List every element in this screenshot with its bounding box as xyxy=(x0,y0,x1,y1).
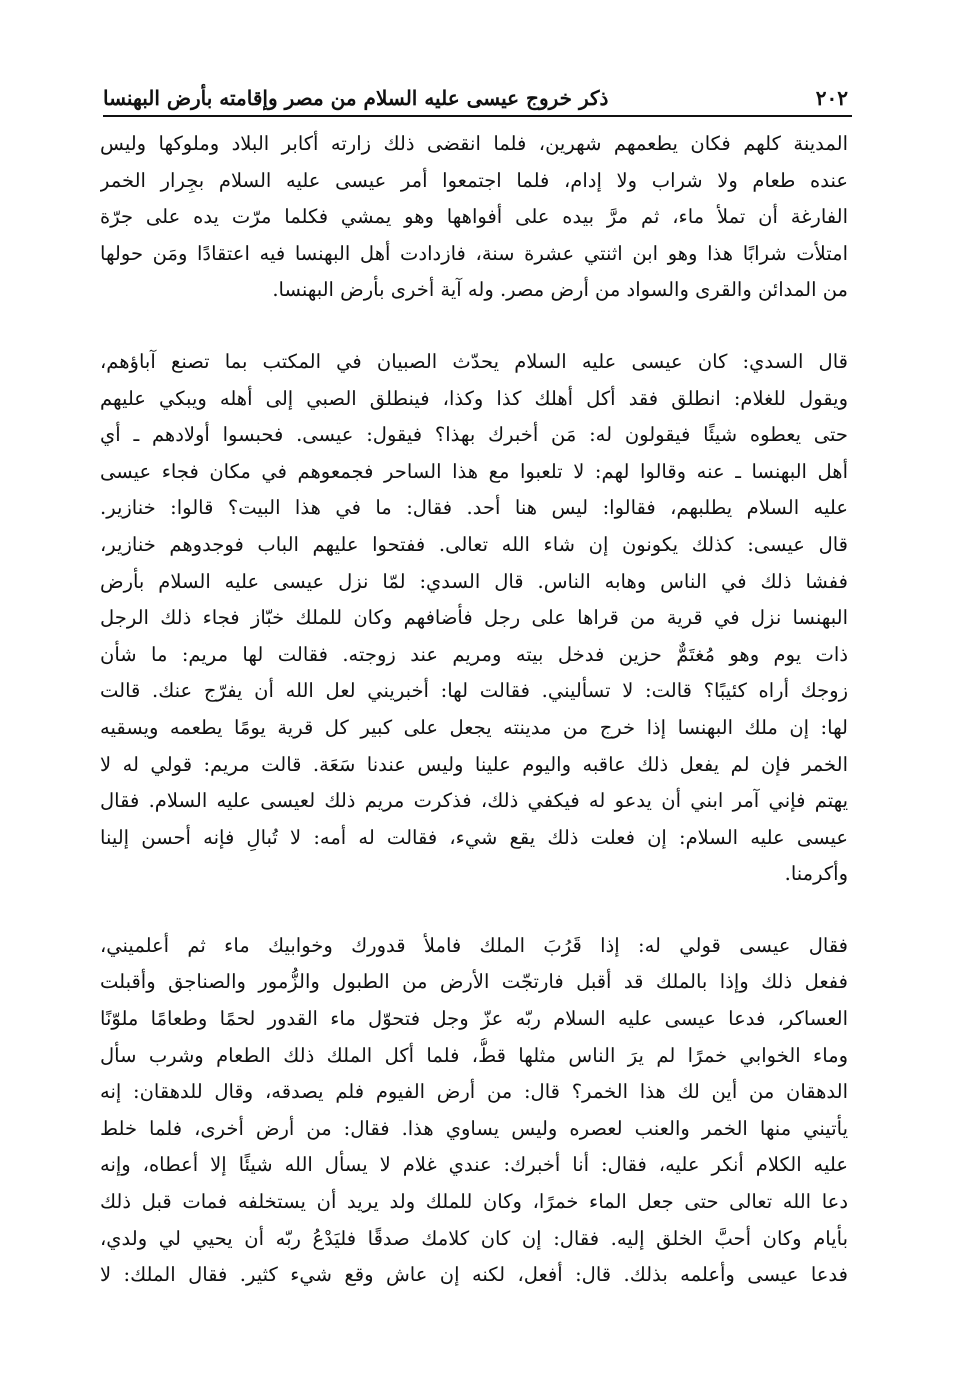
header-rule xyxy=(103,115,852,117)
text-line: أهل البهنسا ـ عنه وقالوا لهم: لا تلعبوا مع هذا الساحر فجمعوهم في مكان فجاء عيسى xyxy=(100,459,848,483)
text-line: يهتم فإني آمر ابني أن يدعو له فيكفي ذلك، فذكرت مريم ذلك لعيسى عليه السلام. فقال xyxy=(100,789,848,813)
text-line: عنده طعام ولا شراب ولا إدام، فلما اجتمعوا أمر عيسى عليه السلام بجِرار الخمر xyxy=(100,168,848,192)
text-line: عيسى عليه السلام: إن فعلت ذلك يقع شيء، فقالت له أمه: لا تُبالِ فإنه أحسن إلينا xyxy=(100,825,848,849)
body-text xyxy=(100,126,848,1294)
paragraph-3 xyxy=(100,928,848,1294)
text-line: زوجك أراه كئيبًا؟ قالت: لا تسأليني. فقالت لها: أخبريني لعل الله أن يفرّج عنك. قالت xyxy=(100,679,848,703)
text-line: قال السدي: كان عيسى عليه السلام يحدّث الصبيان في المكتب بما تصنع آباؤهم، xyxy=(100,349,848,373)
text-line: ففشا ذلك في الناس وهابه الناس. قال السدي: لمّا نزل عيسى عليه السلام بأرض xyxy=(100,569,848,593)
running-header xyxy=(103,78,848,112)
text-line: عليه السلام يطلبهم، فقالوا: ليس هنا أحد. فقال: ما في هذا البيت؟ قالوا: خنازير. xyxy=(100,496,848,520)
text-line: قال عيسى: كذلك يكونون إن شاء الله تعالى. ففتحوا عليهم الباب فوجدوهم خنازير، xyxy=(100,532,848,556)
text-line: ذات يوم وهو مُغتَمٌّ حزين فدخل بيته ومريم عند زوجته. فقالت لها مريم: ما شأن xyxy=(100,642,848,666)
paragraph-2 xyxy=(100,344,848,893)
text-line: فقال عيسى قولي له: إذا قَرُبَ الملك فاملأ قدورك وخوابيك ماء ثم أعلميني، xyxy=(100,933,848,957)
text-line: الخمر فإن لم يفعل ذلك عاقبه واليوم علينا وليس عندنا سَعَة. قالت مريم: قولي له لا xyxy=(100,752,848,776)
text-line: العساكر، فدعا عيسى عليه السلام ربّه عزّ وجل فتحوّل ماء القدور لحمًا وطعامًا ملوّنًا xyxy=(100,1007,848,1031)
text-line: وماء الخوابي خمرًا لم يرَ الناس مثلها قطُّ، فلما أكل الملك ذلك الطعام وشرب سأل xyxy=(100,1043,848,1067)
text-line: الفارغة أن تملأ ماء، ثم مرَّ بيده على أفواهها وهو يمشي فكلما مرّت يده على جرّة xyxy=(100,205,848,229)
text-line: امتلأت شرابًا هذا وهو ابن اثنتي عشرة سنة، فازدادت أهل البهنسا فيه اعتقادًا ومَن حولها xyxy=(100,241,848,265)
page-number: ٢٠٢ xyxy=(815,86,848,110)
text-line: يأتيني منها الخمر والعنب لعصره وليس يساوي هذا. فقال: من أرض أخرى، فلما خلط xyxy=(100,1116,848,1140)
chapter-title: ذكر خروج عيسى عليه السلام من مصر وإقامته بأرض البهنسا xyxy=(103,86,609,110)
paragraph-gap xyxy=(100,893,848,928)
paragraph-gap xyxy=(100,309,848,344)
text-line: فدعا عيسى وأعلمه بذلك. قال: أفعل، لكنه إن عاش وقع شيء كثير. فقال الملك: لا xyxy=(100,1263,848,1287)
text-line: بأيام وكان أحبَّ الخلق إليه. فقال: إن كان كلامك صدقًا فليَدْعُ ربّه أن يحيي لي ولدي، xyxy=(100,1226,848,1250)
text-line: دعا الله تعالى حتى جعل الماء خمرًا، وكان للملك ولد يريد أن يستخلفه فمات قبل ذلك xyxy=(100,1190,848,1214)
text-line: عليه الكلام أنكر عليه، فقال: أنا أخبرك: عندي غلام لا يسأل الله شيئًا إلا أعطاه، وإنه xyxy=(100,1153,848,1177)
text-line: من المدائن والقرى والسواد من أرض مصر. وله آية أخرى بأرض البهنسا. xyxy=(272,278,848,302)
text-line: لها: إن ملك البهنسا إذا خرج من مدينته يجعل على كبير كل قرية يومًا يطعمه ويسقيه xyxy=(100,715,848,739)
text-line: البهنسا نزل في قرية من قراها على رجل فأضافهم وكان للملك خبّاز فجاء ذلك الرجل xyxy=(100,606,848,630)
text-line: وأكرمنا. xyxy=(784,862,848,886)
text-line: ويقول للغلام: انطلق فقد أكل أهلك كذا وكذا، فينطلق الصبي إلى أهله ويبكي عليهم xyxy=(100,386,848,410)
text-line: ففعل ذلك وإذا بالملك قد أقبل فارتجّت الأرض من الطبول والزُّمور والصناجق وأقبلت xyxy=(100,970,848,994)
paragraph-1 xyxy=(100,126,848,309)
text-line: المدينة كلهم فكان يطعمهم شهرين، فلما انقضى ذلك زارته أكابر البلاد وملوكها وليس xyxy=(100,132,848,155)
text-line: حتى يعطوه شيئًا فيقولون له: مَن أخبرك بهذا؟ فيقول: عيسى. فحبسوا أولادهم ـ أي xyxy=(100,423,848,447)
text-line: الدهقان من أين لك هذا الخمر؟ قال: من أرض الفيوم فلم يصدقه، وقال للدهقان: إنه xyxy=(100,1080,848,1104)
